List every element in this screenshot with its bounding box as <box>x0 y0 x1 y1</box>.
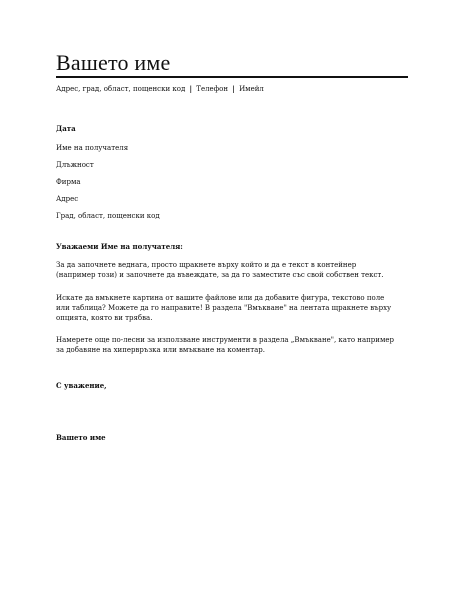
contact-line <box>56 84 264 93</box>
recipient-city[interactable]: Град, област, пощенски код <box>56 212 160 220</box>
recipient-address[interactable]: Адрес <box>56 195 79 203</box>
sender-address[interactable]: Адрес, град, област, пощенски код <box>56 85 186 93</box>
sender-phone[interactable]: Телефон <box>196 85 229 93</box>
body-paragraph-2[interactable] <box>56 293 401 323</box>
header-rule <box>56 76 408 78</box>
contact-separator: | <box>232 84 235 93</box>
paragraph-line: за добавяне на хипервръзка или вмъкване на коментар. <box>56 346 265 354</box>
contact-separator: | <box>189 84 193 93</box>
sender-email[interactable]: Имейл <box>239 85 264 93</box>
sender-name[interactable]: Вашето име <box>56 50 171 75</box>
paragraph-line: (например този) и започнете да въвеждате, за да го заместите със свой собствен текст. <box>56 271 384 279</box>
recipient-title[interactable]: Длъжност <box>56 161 94 169</box>
body-paragraph-3[interactable] <box>56 335 401 355</box>
letter-date[interactable]: Дата <box>56 124 76 133</box>
paragraph-line: Искате да вмъкнете картина от вашите файлове или да добавите фигура, текстово поле <box>56 294 385 302</box>
recipient-block <box>56 143 160 228</box>
signature-name[interactable]: Вашето име <box>56 433 106 442</box>
recipient-name[interactable]: Име на получателя <box>56 144 129 152</box>
paragraph-line: Намерете още по-лесни за използване инструменти в раздела „Вмъкване", като например <box>56 336 395 344</box>
paragraph-line: За да започнете веднага, просто щракнете върху който и да е текст в контейнер <box>56 261 357 269</box>
paragraph-line: или таблица? Можете да го направите! В раздела "Вмъкване" на лентата щракнете върху <box>56 304 392 312</box>
closing[interactable]: С уважение, <box>56 381 107 390</box>
body-paragraph-1[interactable] <box>56 260 401 280</box>
salutation[interactable]: Уважаеми Име на получателя: <box>56 242 183 251</box>
paragraph-line: опцията, която ви трябва. <box>56 314 153 322</box>
recipient-company[interactable]: Фирма <box>56 178 81 186</box>
